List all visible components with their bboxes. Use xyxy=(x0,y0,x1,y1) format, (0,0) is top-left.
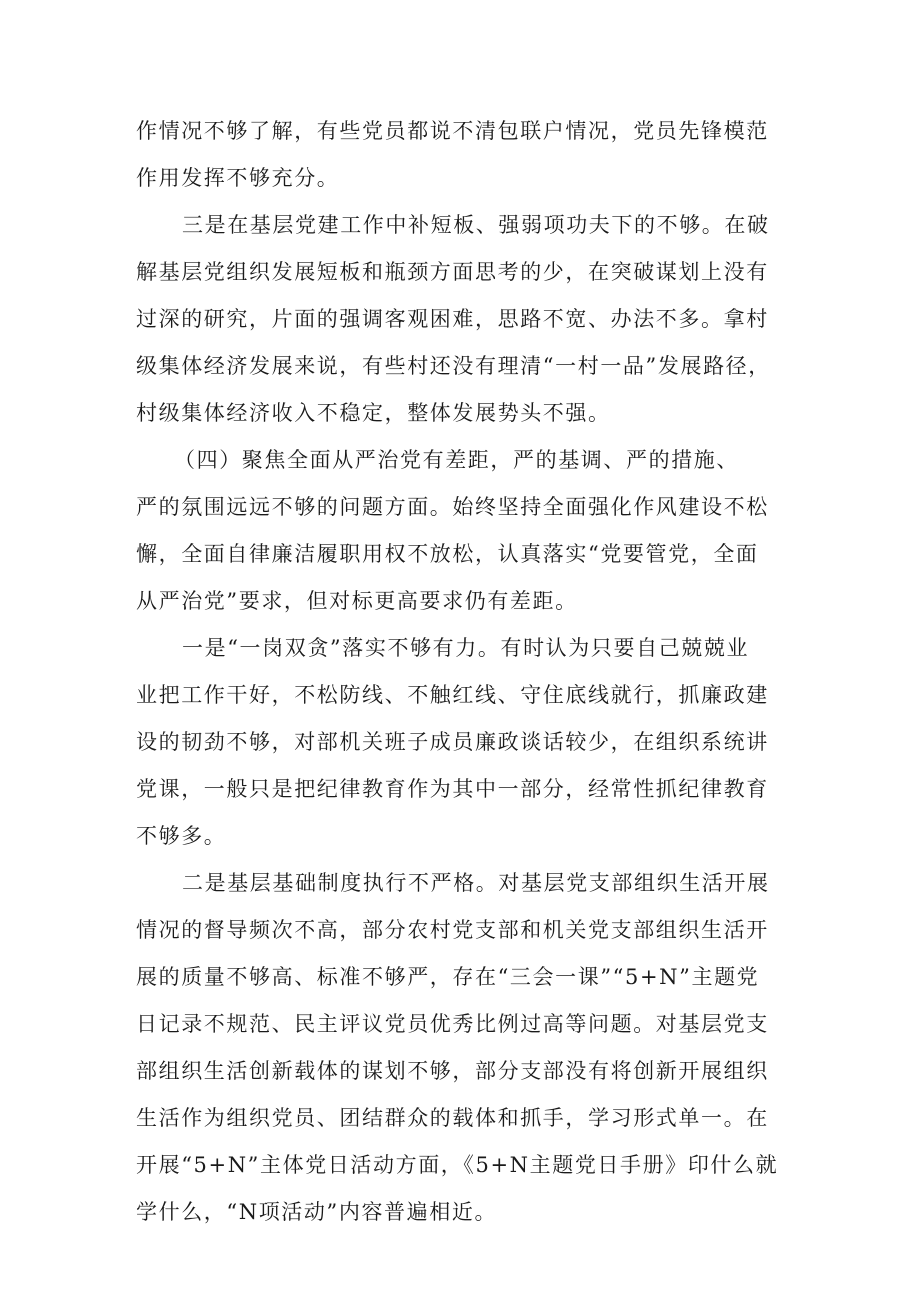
text-line: 日记录不规范、民主评议党员优秀比例过高等问题。对基层党支 xyxy=(136,1012,769,1036)
text-line: 业把工作干好，不松防线、不触红线、守住底线就行，抓廉政建 xyxy=(136,683,769,707)
paragraph-start-line: 二是基层基础制度执行不严格。对基层党支部组织生活开展 xyxy=(182,871,770,895)
text-line: 设的韧劲不够，对部机关班子成员廉政谈话较少，在组织系统讲 xyxy=(136,730,769,754)
text-line: 部组织生活创新载体的谋划不够，部分支部没有将创新开展组织 xyxy=(136,1059,769,1083)
text-line: 严的氛围远远不够的问题方面。始终坚持全面强化作风建设不松 xyxy=(136,495,769,519)
text-line: 作情况不够了解，有些党员都说不清包联户情况，党员先锋模范 xyxy=(136,119,769,143)
section-heading-line: （四）聚焦全面从严治党有差距，严的基调、严的措施、 xyxy=(174,448,739,472)
text-line: 生活作为组织党员、团结群众的载体和抓手，学习形式单一。在 xyxy=(136,1106,769,1130)
text-line: 展的质量不够高、标准不够严，存在“三会一课”“5+N”主题党 xyxy=(136,965,760,989)
text-line: 从严治党”要求，但对标更高要求仍有差距。 xyxy=(136,589,578,613)
document-body xyxy=(136,108,796,1236)
text-line: 党课，一般只是把纪律教育作为其中一部分，经常性抓纪律教育 xyxy=(136,777,769,801)
text-line: 级集体经济发展来说，有些村还没有理清“一村一品”发展路径， xyxy=(136,354,771,378)
text-line: 学什么，“N项活动”内容普遍相近。 xyxy=(136,1200,498,1224)
text-line: 过深的研究，片面的强调客观困难，思路不宽、办法不多。拿村 xyxy=(136,307,769,331)
text-line: 懈，全面自律廉洁履职用权不放松，认真落实“党要管党，全面 xyxy=(136,542,759,566)
text-line: 作用发挥不够充分。 xyxy=(136,166,340,190)
paragraph-start-line: 一是“一岗双贪”落实不够有力。有时认为只要自己兢兢业 xyxy=(182,636,750,660)
text-line: 不够多。 xyxy=(136,824,227,848)
paragraph-start-line: 三是在基层党建工作中补短板、强弱项功夫下的不够。在破 xyxy=(182,213,770,237)
text-line: 情况的督导频次不高，部分农村党支部和机关党支部组织生活开 xyxy=(136,918,769,942)
text-line: 村级集体经济收入不稳定，整体发展势头不强。 xyxy=(136,401,611,425)
text-line: 开展“5+N”主体党日活动方面，《5+N主题党日手册》印什么就 xyxy=(136,1153,779,1177)
text-line: 解基层党组织发展短板和瓶颈方面思考的少，在突破谋划上没有 xyxy=(136,260,769,284)
